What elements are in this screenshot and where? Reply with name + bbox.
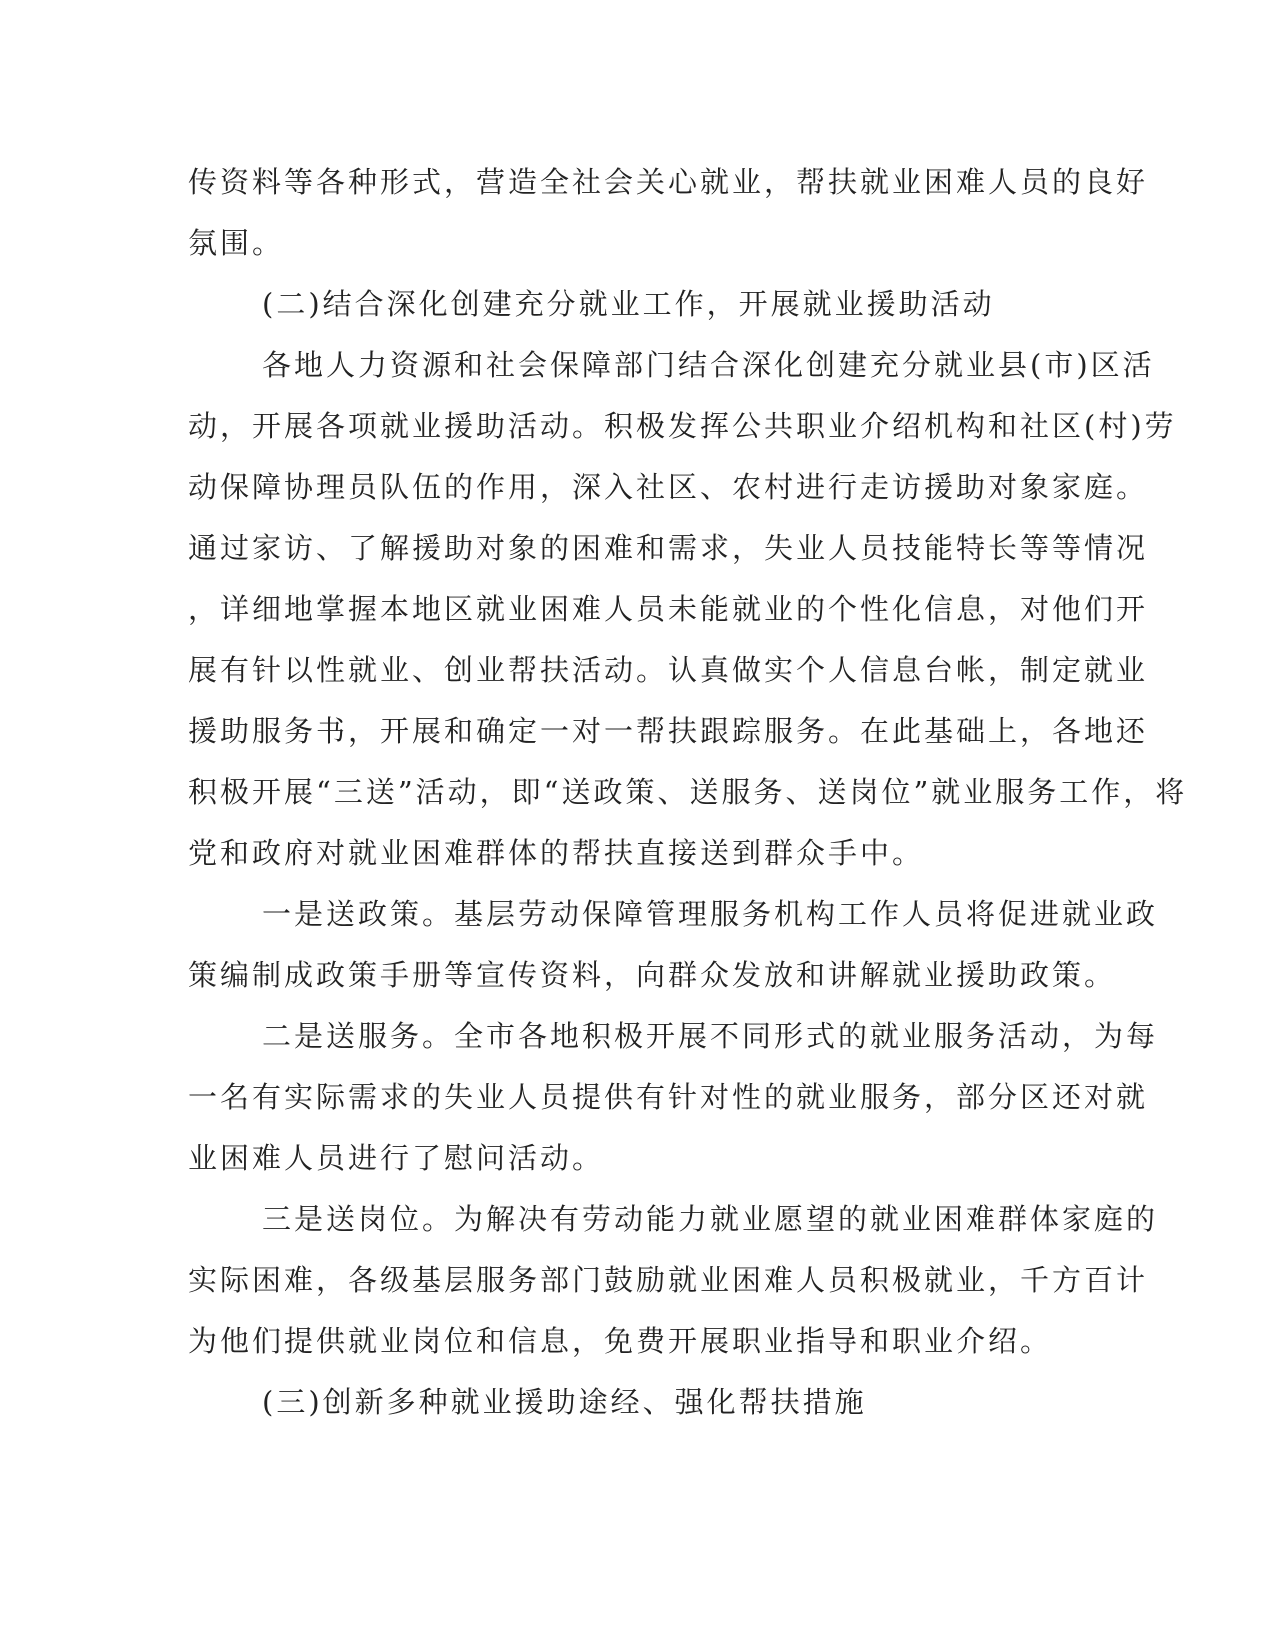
text-line: ，详细地掌握本地区就业困难人员未能就业的个性化信息，对他们开 xyxy=(188,592,1149,626)
text-line: 党和政府对就业困难群体的帮扶直接送到群众手中。 xyxy=(188,836,925,870)
text-line: 为他们提供就业岗位和信息，免费开展职业指导和职业介绍。 xyxy=(188,1324,1053,1358)
text-line: 通过家访、了解援助对象的困难和需求，失业人员技能特长等等情况 xyxy=(188,531,1149,565)
text-line: 业困难人员进行了慰问活动。 xyxy=(188,1141,605,1175)
text-line: 动保障协理员队伍的作用，深入社区、农村进行走访援助对象家庭。 xyxy=(188,470,1149,504)
text-line: 积极开展“三送”活动，即“送政策、送服务、送岗位”就业服务工作，将 xyxy=(188,775,1188,809)
text-line: 一名有实际需求的失业人员提供有针对性的就业服务，部分区还对就 xyxy=(188,1080,1149,1114)
text-line: 动，开展各项就业援助活动。积极发挥公共职业介绍机构和社区(村)劳 xyxy=(188,409,1177,443)
text-line: (二)结合深化创建充分就业工作，开展就业援助活动 xyxy=(262,287,995,321)
text-line: 展有针以性就业、创业帮扶活动。认真做实个人信息台帐，制定就业 xyxy=(188,653,1149,687)
text-line: 一是送政策。基层劳动保障管理服务机构工作人员将促进就业政 xyxy=(262,897,1159,931)
text-line: (三)创新多种就业援助途经、强化帮扶措施 xyxy=(262,1385,867,1419)
text-line: 援助服务书，开展和确定一对一帮扶跟踪服务。在此基础上，各地还 xyxy=(188,714,1149,748)
text-line: 氛围。 xyxy=(188,226,285,260)
text-line: 二是送服务。全市各地积极开展不同形式的就业服务活动，为每 xyxy=(262,1019,1159,1053)
text-line: 三是送岗位。为解决有劳动能力就业愿望的就业困难群体家庭的 xyxy=(262,1202,1159,1236)
text-line: 实际困难，各级基层服务部门鼓励就业困难人员积极就业，千方百计 xyxy=(188,1263,1149,1297)
document-body xyxy=(188,152,1188,1433)
text-line: 各地人力资源和社会保障部门结合深化创建充分就业县(市)区活 xyxy=(262,348,1155,382)
text-line: 策编制成政策手册等宣传资料，向群众发放和讲解就业援助政策。 xyxy=(188,958,1117,992)
text-line: 传资料等各种形式，营造全社会关心就业，帮扶就业困难人员的良好 xyxy=(188,165,1149,199)
